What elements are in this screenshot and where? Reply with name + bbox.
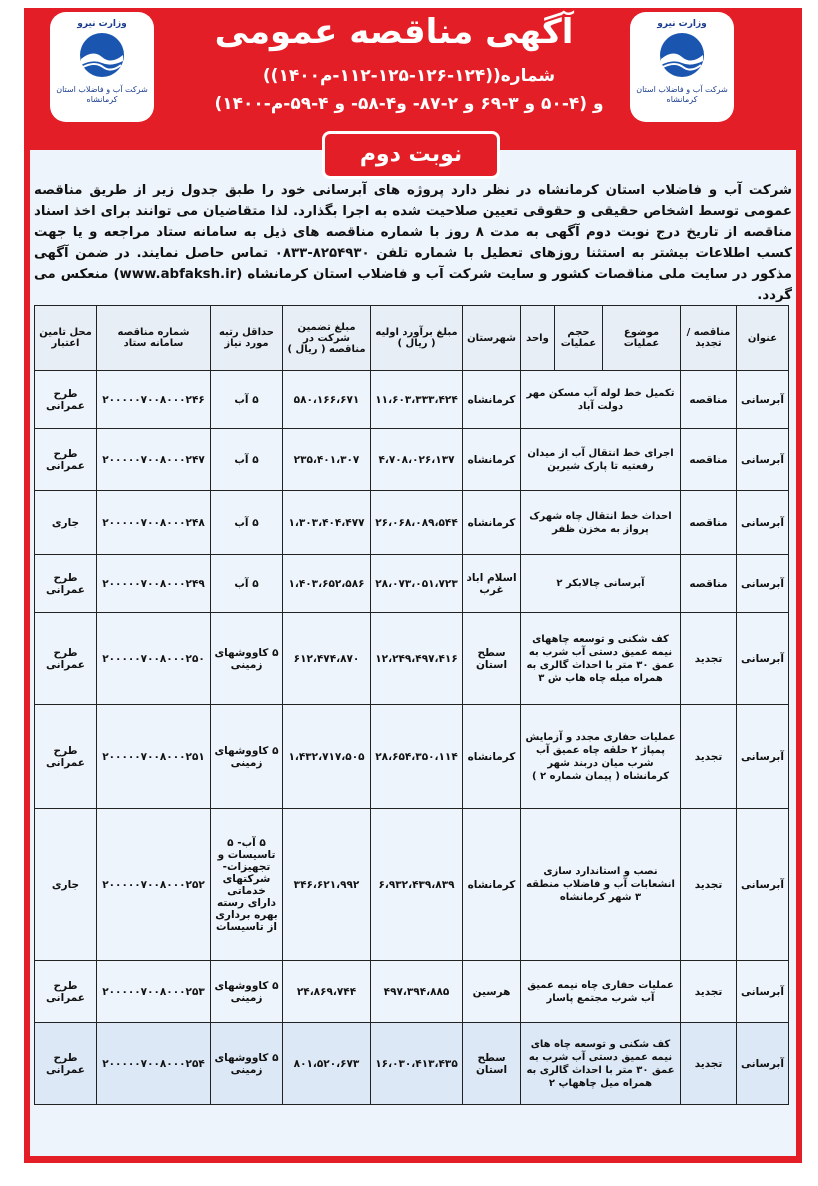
column-header: محل تامین اعتبار — [35, 306, 97, 371]
table-cell: ۵ آب — [211, 429, 283, 491]
table-cell: ۲۰۰۰۰۰۷۰۰۸۰۰۰۲۵۲ — [97, 809, 211, 961]
table-cell: اجرای خط انتقال آب از میدان رفعتیه تا پارک شیرین — [521, 429, 681, 491]
table-cell: ۳۴۶،۶۲۱،۹۹۲ — [283, 809, 371, 961]
table-cell: طرح عمرانی — [35, 429, 97, 491]
table-cell: تکمیل خط لوله آب مسکن مهر دولت آباد — [521, 371, 681, 429]
table-cell: ۱،۳۰۳،۴۰۴،۴۷۷ — [283, 491, 371, 555]
table-cell: آبرسانی — [737, 371, 789, 429]
table-cell: ۶۱۲،۴۷۴،۸۷۰ — [283, 613, 371, 705]
table-cell: کرمانشاه — [463, 491, 521, 555]
tender-number-line1: شماره((۱۲۴-۱۲۶-۱۲۵-۱۱۲-م۱۴۰۰)) — [262, 66, 556, 86]
tender-number-line2: و (۴-۵۰ و ۳-۶۹ و ۲-۸۷- و۴-۵۸- و ۴-۵۹-م-۱۴۰۰) — [214, 94, 604, 114]
table-cell: ۲۰۰۰۰۰۷۰۰۸۰۰۰۲۴۶ — [97, 371, 211, 429]
table-cell: ۱۲،۲۴۹،۴۹۷،۴۱۶ — [371, 613, 463, 705]
table-cell: ۴۹۷،۳۹۴،۸۸۵ — [371, 961, 463, 1023]
column-header: موضوع عملیات — [603, 306, 681, 371]
table-cell: ۲۴،۸۶۹،۷۴۴ — [283, 961, 371, 1023]
table-row — [35, 809, 789, 961]
ministry-label: وزارت نیرو — [657, 19, 707, 29]
table-cell: آبرسانی — [737, 809, 789, 961]
table-cell: تجدید — [681, 705, 737, 809]
column-header: مبلغ تضمین شرکت در مناقصه ( ریال ) — [283, 306, 371, 371]
table-cell: ۵ آب — [211, 371, 283, 429]
table-cell: مناقصه — [681, 429, 737, 491]
table-cell: تجدید — [681, 809, 737, 961]
table-cell: عملیات حفاری چاه نیمه عمیق آب شرب مجتمع پاسار — [521, 961, 681, 1023]
table-cell: ۲۸،۰۷۳،۰۵۱،۷۲۳ — [371, 555, 463, 613]
table-cell: طرح عمرانی — [35, 961, 97, 1023]
column-header: واحد — [521, 306, 555, 371]
table-cell: ۲۳۵،۴۰۱،۳۰۷ — [283, 429, 371, 491]
table-cell: ۵ آب- ۵ تاسیسات و تجهیزات- شرکتهای خدماتی دارای رسته بهره برداری از تاسیسات — [211, 809, 283, 961]
table-cell: ۲۰۰۰۰۰۷۰۰۸۰۰۰۲۴۷ — [97, 429, 211, 491]
table-cell: آبرسانی — [737, 1023, 789, 1105]
table-cell: ۵۸۰،۱۶۶،۶۷۱ — [283, 371, 371, 429]
page-title: آگهی مناقصه عمومی — [214, 12, 574, 52]
table-cell: تجدید — [681, 1023, 737, 1105]
table-cell: ۵ کاووشهای زمینی — [211, 705, 283, 809]
table-cell: اسلام اباد غرب — [463, 555, 521, 613]
table-cell: طرح عمرانی — [35, 1023, 97, 1105]
table-cell: جاری — [35, 491, 97, 555]
table-cell: ۲۰۰۰۰۰۷۰۰۸۰۰۰۲۵۳ — [97, 961, 211, 1023]
intro-paragraph: شرکت آب و فاضلاب استان کرمانشاه در نظر دارد پروژه های آبرسانی خود را طبق جدول زیر از طریق مناقصه عمومی توسط اشخاص حقیقی و حقوقی تعیین صلاحیت شده به اجرا بگذارد. لذا متقاضیان می توانند برای اخذ اسناد مناقصه از تاریخ درج نوبت دوم آگهی به مدت ۸ روز با شماره مناقصه های ذیل به سامانه ستاد مراجعه و یا جهت کسب اطلاعات بیشتر به استثنا روزهای تعطیل با شماره تلفن ۸۲۵۴۹۳۰-۰۸۳۳ تماس حاصل نمایند. در ضمن آگهی مذکور در سایت ملی مناقصات کشور و سایت شرکت آب و فاضلاب استان کرمانشاه (www.abfaksh.ir) منعکس می گردد. — [34, 183, 793, 303]
table-cell: سطح استان — [463, 613, 521, 705]
table-cell: کرمانشاه — [463, 705, 521, 809]
column-header: حداقل رتبه مورد نیاز — [211, 306, 283, 371]
table-cell: آبرسانی — [737, 705, 789, 809]
table-cell: سطح استان — [463, 1023, 521, 1105]
table-cell: ۱۱،۶۰۳،۳۳۳،۴۲۴ — [371, 371, 463, 429]
column-header: شهرستان — [463, 306, 521, 371]
tender-table — [34, 305, 789, 1105]
table-cell: نصب و استاندارد سازی انشعابات آب و فاضلاب منطقه ۳ شهر کرمانشاه — [521, 809, 681, 961]
column-header: حجم عملیات — [555, 306, 603, 371]
table-cell: کف شکنی و توسعه چاههای نیمه عمیق دستی آب شرب به عمق ۳۰ متر با احداث گالری به همراه میله چاه هاب ش ۳ — [521, 613, 681, 705]
water-drop-emblem-icon — [653, 31, 711, 79]
table-row — [35, 961, 789, 1023]
table-cell: ۲۰۰۰۰۰۷۰۰۸۰۰۰۲۵۰ — [97, 613, 211, 705]
column-header: مناقصه / تجدید — [681, 306, 737, 371]
table-cell: طرح عمرانی — [35, 613, 97, 705]
table-cell: ۸۰۱،۵۲۰،۶۷۳ — [283, 1023, 371, 1105]
table-row — [35, 429, 789, 491]
table-row — [35, 705, 789, 809]
column-header: عنوان — [737, 306, 789, 371]
table-row — [35, 1023, 789, 1105]
table-cell: ۶،۹۳۲،۴۳۹،۸۳۹ — [371, 809, 463, 961]
table-cell: ۲۰۰۰۰۰۷۰۰۸۰۰۰۲۵۱ — [97, 705, 211, 809]
table-cell: ۱،۴۰۳،۶۵۲،۵۸۶ — [283, 555, 371, 613]
table-cell: ۵ آب — [211, 491, 283, 555]
ministry-label: وزارت نیرو — [77, 19, 127, 29]
table-cell: طرح عمرانی — [35, 705, 97, 809]
table-row — [35, 555, 789, 613]
table-cell: ۲۰۰۰۰۰۷۰۰۸۰۰۰۲۴۹ — [97, 555, 211, 613]
table-cell: مناقصه — [681, 555, 737, 613]
table-cell: ۵ کاووشهای زمینی — [211, 613, 283, 705]
table-cell: ۱،۴۳۲،۷۱۷،۵۰۵ — [283, 705, 371, 809]
table-cell: ۲۶،۰۶۸،۰۸۹،۵۴۴ — [371, 491, 463, 555]
column-header: شماره مناقصه سامانه ستاد — [97, 306, 211, 371]
table-cell: ۴،۷۰۸،۰۲۶،۱۳۷ — [371, 429, 463, 491]
table-row — [35, 371, 789, 429]
table-cell: کف شکنی و توسعه چاه های نیمه عمیق دستی آب شرب به عمق ۳۰ متر با احداث گالری به همراه میل چاههاپ ۲ — [521, 1023, 681, 1105]
water-drop-emblem-icon — [73, 31, 131, 79]
table-cell: آبرسانی — [737, 613, 789, 705]
table-cell: کرمانشاه — [463, 809, 521, 961]
table-cell: ۲۸،۶۵۴،۳۵۰،۱۱۴ — [371, 705, 463, 809]
table-cell: جاری — [35, 809, 97, 961]
table-cell: مناقصه — [681, 371, 737, 429]
table-cell: کرمانشاه — [463, 371, 521, 429]
company-label: شرکت آب و فاضلاب استان کرمانشاه — [636, 85, 728, 104]
table-row — [35, 491, 789, 555]
table-row — [35, 613, 789, 705]
round-badge: نوبت دوم — [322, 131, 500, 179]
table-cell: مناقصه — [681, 491, 737, 555]
table-cell: ۲۰۰۰۰۰۷۰۰۸۰۰۰۲۵۴ — [97, 1023, 211, 1105]
table-cell: ۱۶،۰۳۰،۴۱۳،۴۳۵ — [371, 1023, 463, 1105]
table-cell: طرح عمرانی — [35, 555, 97, 613]
table-cell: کرمانشاه — [463, 429, 521, 491]
table-cell: آبرسانی چالابکر ۲ — [521, 555, 681, 613]
table-cell: آبرسانی — [737, 429, 789, 491]
table-header-row — [35, 306, 789, 371]
table-cell: تجدید — [681, 961, 737, 1023]
table-cell: آبرسانی — [737, 555, 789, 613]
table-cell: تجدید — [681, 613, 737, 705]
column-header: مبلغ برآورد اولیه ( ریال ) — [371, 306, 463, 371]
table-cell: ۲۰۰۰۰۰۷۰۰۸۰۰۰۲۴۸ — [97, 491, 211, 555]
table-cell: طرح عمرانی — [35, 371, 97, 429]
table-cell: هرسین — [463, 961, 521, 1023]
table-cell: عملیات حفاری مجدد و آزمایش پمپاژ ۲ حلقه چاه عمیق آب شرب میان دربند شهر کرمانشاه ( پیمان شماره ۲ ) — [521, 705, 681, 809]
table-cell: ۵ آب — [211, 555, 283, 613]
company-label: شرکت آب و فاضلاب استان کرمانشاه — [56, 85, 148, 104]
table-cell: احداث خط انتقال چاه شهرک پرواز به مخزن ظفر — [521, 491, 681, 555]
table-cell: ۵ کاووشهای زمینی — [211, 961, 283, 1023]
table-cell: آبرسانی — [737, 961, 789, 1023]
table-cell: آبرسانی — [737, 491, 789, 555]
table-cell: ۵ کاووشهای زمینی — [211, 1023, 283, 1105]
